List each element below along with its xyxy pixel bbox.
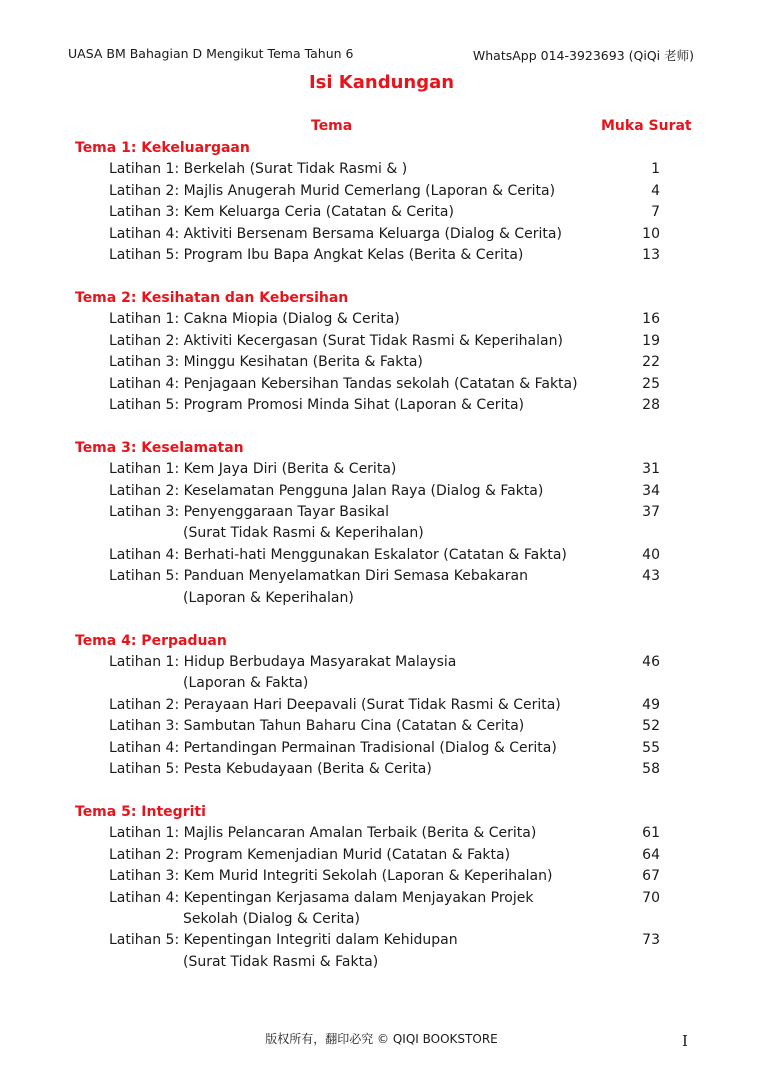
- page-number: I: [682, 1032, 688, 1050]
- entry-label: Latihan 1: Kem Jaya Diri (Berita & Cerita): [109, 461, 397, 478]
- toc-entry: [0, 930, 763, 973]
- toc-entry: [0, 181, 763, 202]
- toc-entry: [0, 331, 763, 352]
- entry-label: Latihan 3: Sambutan Tahun Baharu Cina (Catatan & Cerita): [109, 718, 525, 735]
- table-of-contents: [0, 138, 763, 973]
- entry-label: Latihan 4: Aktiviti Bersenam Bersama Keluarga (Dialog & Cerita): [109, 225, 562, 242]
- toc-entry: [0, 459, 763, 480]
- entry-page: 22: [642, 354, 660, 371]
- entry-page: 58: [642, 761, 660, 777]
- entry-page: 28: [642, 396, 660, 413]
- entry-page: 55: [642, 739, 660, 756]
- entry-page: 1: [651, 161, 660, 178]
- entry-label: Latihan 2: Aktiviti Kecergasan (Surat Tidak Rasmi & Keperihalan): [109, 332, 563, 349]
- toc-entry: [0, 652, 763, 695]
- toc-entry: [0, 866, 763, 887]
- entry-page: 13: [642, 247, 660, 264]
- theme-section: [0, 631, 763, 781]
- entry-page: 43: [642, 568, 660, 585]
- entry-label: Latihan 5: Kepentingan Integriti dalam Kehidupan: [109, 932, 458, 949]
- entry-page: 67: [642, 868, 660, 885]
- toc-entry: [0, 545, 763, 566]
- entry-label: Latihan 3: Penyenggaraan Tayar Basikal: [109, 504, 389, 521]
- toc-entry: [0, 738, 763, 759]
- toc-entry: [0, 352, 763, 373]
- toc-entry: [0, 695, 763, 716]
- entry-label-continued: (Laporan & Keperihalan): [183, 589, 354, 606]
- toc-entry: [0, 202, 763, 223]
- header-title: UASA BM Bahagian D Mengikut Tema Tahun 6: [68, 46, 354, 61]
- entry-page: 52: [642, 718, 660, 735]
- header-contact: WhatsApp 014-3923693 (QiQi 老师): [472, 48, 694, 63]
- entry-label: Latihan 2: Perayaan Hari Deepavali (Surat Tidak Rasmi & Cerita): [109, 696, 561, 713]
- entry-label: Latihan 4: Penjagaan Kebersihan Tandas sekolah (Catatan & Fakta): [109, 375, 578, 392]
- entry-page: 49: [642, 696, 660, 713]
- toc-entry: [0, 395, 763, 416]
- entry-page: 40: [642, 546, 660, 563]
- entry-label-continued: (Surat Tidak Rasmi & Keperihalan): [183, 525, 424, 542]
- theme-section: [0, 138, 763, 266]
- entry-label: Latihan 1: Berkelah (Surat Tidak Rasmi & ): [109, 161, 408, 178]
- theme-heading: Tema 4: Perpaduan: [75, 632, 227, 649]
- entry-page: 4: [651, 182, 660, 199]
- toc-entry: [0, 245, 763, 266]
- page-header: [0, 46, 763, 62]
- toc-entry: [0, 716, 763, 737]
- entry-page: 37: [642, 504, 660, 521]
- entry-label: Latihan 4: Kepentingan Kerjasama dalam Menjayakan Projek: [109, 889, 534, 906]
- entry-label: Latihan 5: Program Ibu Bapa Angkat Kelas (Berita & Cerita): [109, 247, 524, 264]
- entry-label: Latihan 4: Berhati-hati Menggunakan Eskalator (Catatan & Fakta): [109, 546, 567, 563]
- theme-heading: Tema 5: Integriti: [75, 803, 206, 820]
- entry-page: 16: [642, 311, 660, 328]
- entry-label: Latihan 2: Keselamatan Pengguna Jalan Raya (Dialog & Fakta): [109, 482, 544, 499]
- theme-section: [0, 288, 763, 416]
- entry-page: 61: [642, 825, 660, 842]
- column-header-muka-surat: Muka Surat: [601, 118, 692, 134]
- entry-label: Latihan 3: Kem Keluarga Ceria (Catatan & Cerita): [109, 204, 454, 221]
- entry-page: 25: [642, 375, 660, 392]
- toc-entry: [0, 502, 763, 545]
- entry-page: 73: [642, 932, 660, 949]
- entry-label: Latihan 3: Kem Murid Integriti Sekolah (Laporan & Keperihalan): [109, 868, 553, 885]
- entry-label: Latihan 1: Majlis Pelancaran Amalan Terbaik (Berita & Cerita): [109, 825, 537, 842]
- entry-page: 64: [642, 846, 660, 863]
- entry-page: 19: [642, 332, 660, 349]
- toc-entry: [0, 309, 763, 330]
- entry-label: Latihan 1: Hidup Berbudaya Masyarakat Malaysia: [109, 653, 457, 670]
- entry-label: Latihan 3: Minggu Kesihatan (Berita & Fakta): [109, 354, 423, 371]
- toc-entry: [0, 566, 763, 609]
- theme-heading: Tema 3: Keselamatan: [75, 439, 244, 456]
- toc-entry: [0, 845, 763, 866]
- entry-page: 10: [642, 225, 660, 242]
- theme-section: [0, 802, 763, 973]
- entry-label: Latihan 4: Pertandingan Permainan Tradisional (Dialog & Cerita): [109, 739, 557, 756]
- entry-page: 46: [642, 653, 660, 670]
- toc-entry: [0, 823, 763, 844]
- copyright-footer: 版权所有，翻印必究 © QIQI BOOKSTORE: [265, 1032, 498, 1046]
- entry-page: 31: [642, 461, 660, 478]
- entry-label: Latihan 5: Panduan Menyelamatkan Diri Semasa Kebakaran: [109, 568, 528, 585]
- entry-label: Latihan 2: Majlis Anugerah Murid Cemerlang (Laporan & Cerita): [109, 182, 556, 199]
- column-header-tema: Tema: [311, 118, 353, 134]
- toc-entry: [0, 224, 763, 245]
- entry-label-continued: (Surat Tidak Rasmi & Fakta): [183, 953, 379, 970]
- page-title: Isi Kandungan: [308, 72, 455, 93]
- entry-page: 70: [642, 889, 660, 906]
- entry-label: Latihan 5: Pesta Kebudayaan (Berita & Cerita): [109, 761, 432, 777]
- entry-page: 7: [651, 204, 660, 221]
- toc-entry: [0, 159, 763, 180]
- entry-label: Latihan 1: Cakna Miopia (Dialog & Cerita): [109, 311, 400, 328]
- entry-label: Latihan 5: Program Promosi Minda Sihat (Laporan & Cerita): [109, 396, 524, 413]
- theme-heading: Tema 2: Kesihatan dan Kebersihan: [75, 289, 349, 306]
- entry-label-continued: Sekolah (Dialog & Cerita): [183, 910, 360, 927]
- entry-label: Latihan 2: Program Kemenjadian Murid (Catatan & Fakta): [109, 846, 511, 863]
- toc-entry: [0, 481, 763, 502]
- toc-entry: [0, 759, 763, 780]
- theme-section: [0, 438, 763, 609]
- entry-label-continued: (Laporan & Fakta): [183, 675, 309, 692]
- entry-page: 34: [642, 482, 660, 499]
- toc-entry: [0, 374, 763, 395]
- toc-entry: [0, 888, 763, 931]
- theme-heading: Tema 1: Kekeluargaan: [75, 140, 250, 156]
